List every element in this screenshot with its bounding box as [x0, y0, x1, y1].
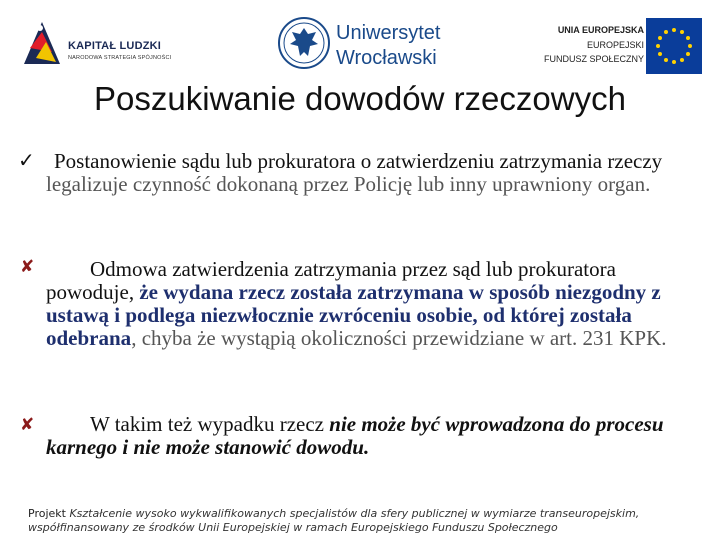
kapital-ludzki-flag-icon — [22, 18, 62, 66]
paragraph-2 — [46, 258, 706, 350]
university-name-line1: Uniwersytet — [336, 22, 441, 44]
eu-line1: UNIA EUROPEJSKA — [557, 25, 644, 35]
eu-logo — [528, 18, 708, 74]
cross-icon: ✘ — [20, 415, 35, 435]
paragraph-3-text-b: nie może być wprowadzona do procesu karnego i nie może stanowić dowodu. — [46, 412, 664, 459]
university-logo — [278, 14, 441, 74]
university-name-line2: Wrocławski — [336, 47, 437, 69]
header — [0, 0, 720, 86]
eagle-emblem-icon — [278, 14, 330, 72]
cross-icon: ✘ — [20, 257, 35, 277]
eu-flag-icon — [646, 18, 702, 74]
footer-project-label: Projekt — [28, 507, 66, 520]
kapital-ludzki-logo — [22, 18, 182, 76]
eu-line3: FUNDUSZ SPOŁECZNY — [543, 54, 644, 64]
paragraph-1-text-b: legalizuje czynność dokonaną przez Policję lub inny uprawniony organ. — [46, 172, 651, 196]
paragraph-1 — [46, 150, 706, 196]
paragraph-2-text-b: że wydana rzecz została zatrzymana w sposób niezgodny z ustawą i podlega niezwłocznie zwróceniu osobie, od której została odebrana — [46, 280, 661, 350]
paragraph-3-text-a: W takim też wypadku rzecz — [90, 412, 330, 436]
paragraph-2-text-c: , chyba że wystąpią okoliczności przewidziane w art. 231 KPK. — [131, 326, 667, 350]
footer — [28, 507, 708, 535]
paragraph-3 — [46, 413, 706, 459]
slide-title: Poszukiwanie dowodów rzeczowych — [94, 80, 626, 117]
paragraph-1-text-a: Postanowienie sądu lub prokuratora o zatwierdzeniu zatrzymania rzeczy — [54, 149, 663, 173]
paragraph-2-text-a: Odmowa zatwierdzenia zatrzymania przez sąd lub prokuratora powoduje, — [46, 257, 616, 304]
kapital-ludzki-subtitle: NARODOWA STRATEGIA SPÓJNOŚCI — [68, 55, 172, 61]
check-icon: ✓ — [18, 148, 35, 172]
footer-text: Kształcenie wysoko wykwalifikowanych specjalistów dla sfery publicznej w wymiarze transeuropejskim, współfinansowany ze środków Unii Europejskiej w ramach Europejskiego Funduszu Społecznego — [28, 507, 640, 534]
kapital-ludzki-title: KAPITAŁ LUDZKI — [68, 40, 162, 52]
eu-line2: EUROPEJSKI — [586, 40, 644, 50]
